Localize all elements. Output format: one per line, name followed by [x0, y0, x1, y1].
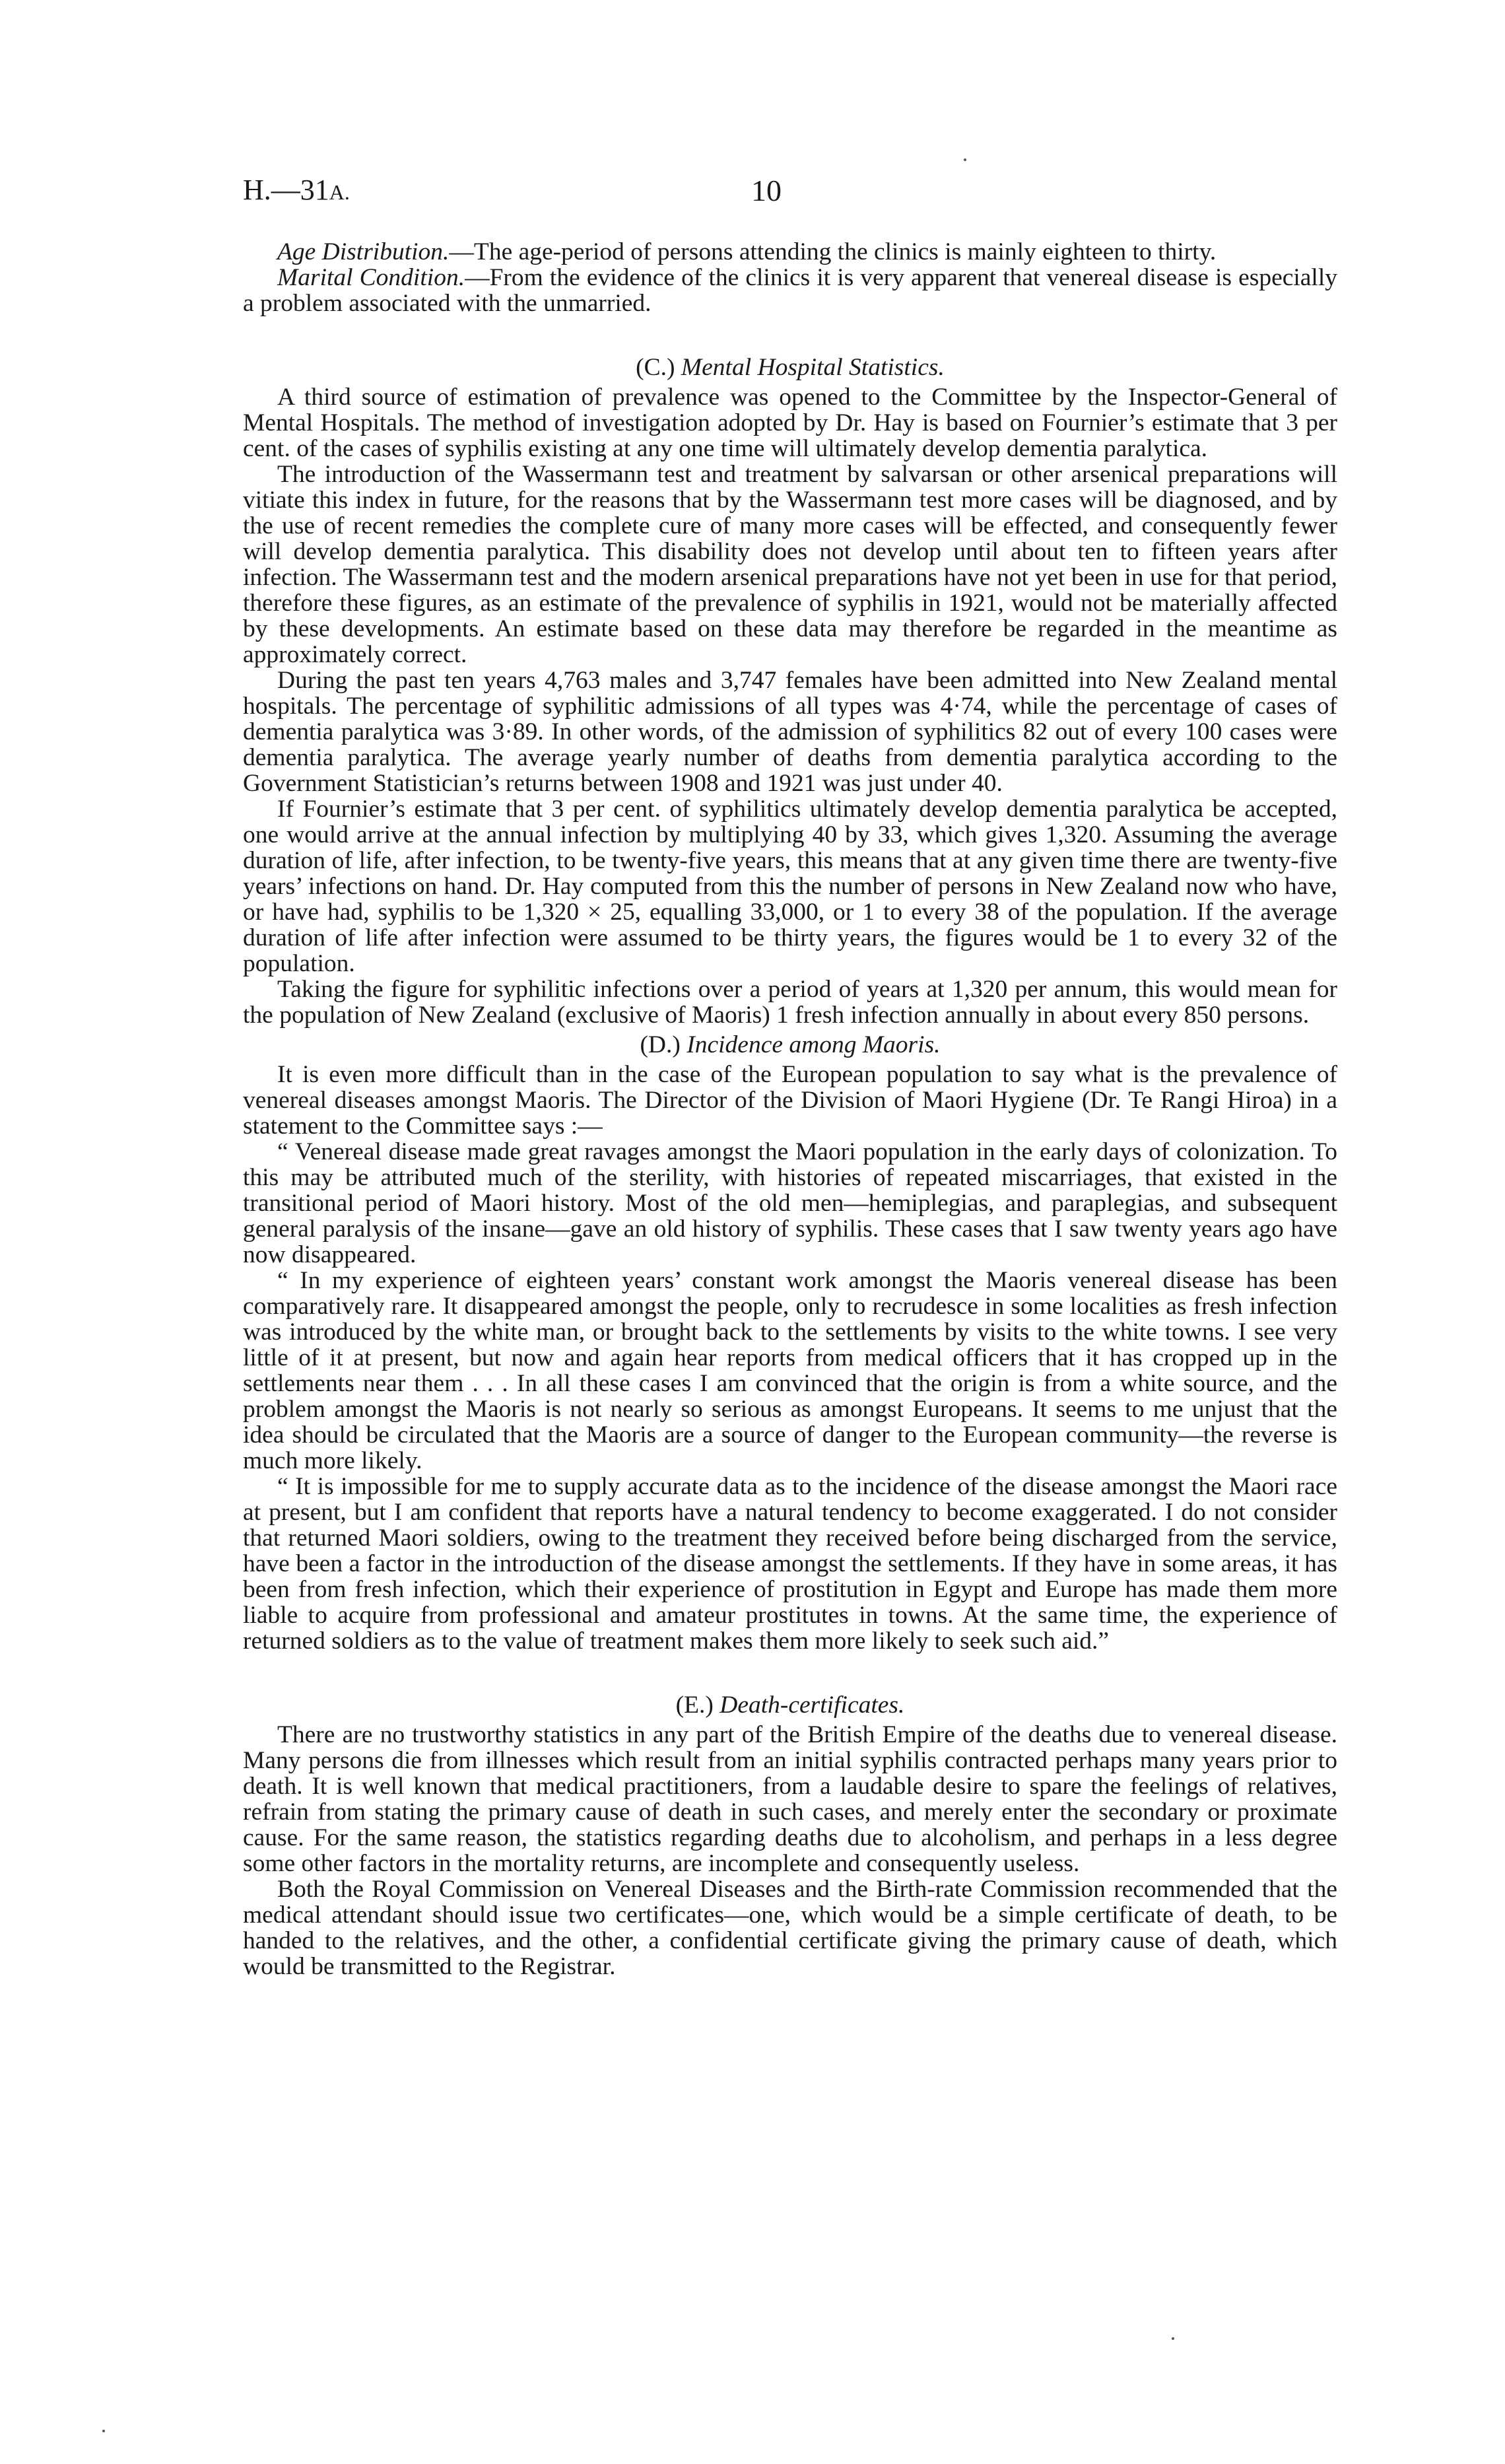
scan-speck	[1172, 2337, 1174, 2340]
section-label: (E.)	[675, 1692, 714, 1719]
reference-code: H.—31	[243, 174, 329, 206]
section-label: (C.)	[636, 354, 675, 381]
quoted-paragraph: “ It is impossible for me to supply accurate data as to the incidence of the disease amongst the Maori race at present, but I am confident that reports have a natural tendency to become exaggerated. I do not consider that returned Maori soldiers, owing to the treatment they received before being discharged from the service, have been a factor in the introduction of the disease amongst the settlements. If they have in some areas, it has been from fresh infection, which their experience of prostitution in Egypt and Europe has made them more liable to acquire from professional and amateur prostitutes in towns. At the same time, the experience of returned soldiers as to the value of treatment makes them more likely to seek such aid.”	[243, 1473, 1337, 1655]
scan-speck	[102, 2430, 105, 2432]
document-reference	[243, 173, 350, 207]
paragraph-text: —The age-period of persons attending the clinics is mainly eighteen to thirty.	[449, 238, 1217, 265]
paragraph: Taking the figure for syphilitic infections over a period of years at 1,320 per annum, this would mean for the population of New Zealand (exclusive of Maoris) 1 fresh infection annually in about every 850 persons.	[243, 976, 1337, 1029]
run-in-heading: Age Distribution.	[277, 238, 450, 265]
paragraph-text: —From the evidence of the clinics it is very apparent that venereal disease is especially a problem associated with the unmarried.	[243, 264, 1338, 317]
paragraph-marital-condition	[243, 265, 1337, 316]
reference-suffix: A.	[329, 180, 350, 204]
paragraph: If Fournier’s estimate that 3 per cent. of syphilitics ultimately develop dementia paralytica be accepted, one would arrive at the annual infection by multiplying 40 by 33, which gives 1,320. Assuming the average duration of life, after infection, to be twenty-five years, this means that at any given time there are twenty-five years’ infections on hand. Dr. Hay computed from this the number of persons in New Zealand now who have, or have had, syphilis to be 1,320 × 25, equalling 33,000, or 1 to every 38 of the population. If the average duration of life after infection were assumed to be thirty years, the figures would be 1 to every 32 of the population.	[243, 796, 1337, 977]
section-heading-d	[243, 1032, 1337, 1058]
paragraph: There are no trustworthy statistics in any part of the British Empire of the deaths due to venereal disease. Many persons die from illnesses which result from an initial syphilis contracted perhaps many years prior to death. It is well known that medical practitioners, from a laudable desire to spare the feelings of relatives, refrain from stating the primary cause of death in such cases, and merely enter the secondary or proximate cause. For the same reason, the statistics regarding deaths due to alcoholism, and perhaps in a less degree some other factors in the mortality returns, are incomplete and consequently useless.	[243, 1721, 1337, 1877]
section-heading-c	[243, 355, 1337, 380]
section-title: Death-certificates.	[719, 1692, 905, 1719]
page-header	[243, 173, 1337, 206]
paragraph-age-distribution	[243, 239, 1337, 265]
section-title: Mental Hospital Statistics.	[681, 354, 945, 381]
paragraph: The introduction of the Wassermann test and treatment by salvarsan or other arsenical preparations will vitiate this index in future, for the reasons that by the Wassermann test more cases will be diagnosed, and by the use of recent remedies the complete cure of many more cases will be effected, and consequently fewer will develop dementia paralytica. This disability does not develop until about ten to fifteen years after infection. The Wassermann test and the modern arsenical preparations have not yet been in use for that period, therefore these figures, as an estimate of the prevalence of syphilis in 1921, would not be materially affected by these developments. An estimate based on these data may therefore be regarded in the meantime as approximately correct.	[243, 461, 1337, 668]
paragraph: A third source of estimation of prevalence was opened to the Committee by the Inspector-General of Mental Hospitals. The method of investigation adopted by Dr. Hay is based on Fournier’s estimate that 3 per cent. of the cases of syphilis existing at any one time will ultimately develop dementia paralytica.	[243, 384, 1337, 462]
quoted-paragraph: “ In my experience of eighteen years’ constant work amongst the Maoris venereal disease has been comparatively rare. It disappeared amongst the people, only to recrudesce in some localities as fresh infection was introduced by the white man, or brought back to the settlements by visits to the white towns. I see very little of it at present, but now and again hear reports from medical officers that it has cropped up in the settlements near them . . . In all these cases I am convinced that the origin is from a white source, and the problem amongst the Maoris is not nearly so serious as amongst Europeans. It seems to me unjust that the idea should be circulated that the Maoris are a source of danger to the European community—the reverse is much more likely.	[243, 1267, 1337, 1474]
quoted-paragraph: “ Venereal disease made great ravages amongst the Maori population in the early days of colonization. To this may be attributed much of the sterility, with histories of repeated miscarriages, that existed in the transitional period of Maori history. Most of the old men—hemiplegias, and paraplegias, and subsequent general paralysis of the insane—gave an old history of syphilis. These cases that I saw twenty years ago have now disappeared.	[243, 1138, 1337, 1268]
paragraph: It is even more difficult than in the case of the European population to say what is the prevalence of venereal diseases amongst Maoris. The Director of the Division of Maori Hygiene (Dr. Te Rangi Hiroa) in a statement to the Committee says :—	[243, 1061, 1337, 1140]
body-text	[243, 239, 1337, 1979]
paragraph: During the past ten years 4,763 males and 3,747 females have been admitted into New Zealand mental hospitals. The percentage of syphilitic admissions of all types was 4·74, while the percentage of cases of dementia paralytica was 3·89. In other words, of the admission of syphilitics 82 out of every 100 cases were dementia paralytica. The average yearly number of deaths from dementia paralytica according to the Government Statistician’s returns between 1908 and 1921 was just under 40.	[243, 667, 1337, 797]
run-in-heading: Marital Condition.	[277, 264, 465, 291]
scan-speck	[964, 158, 966, 161]
section-label: (D.)	[640, 1031, 681, 1058]
paragraph: Both the Royal Commission on Venereal Diseases and the Birth-rate Commission recommended that the medical attendant should issue two certificates—one, which would be a simple certificate of death, to be handed to the relatives, and the other, a confidential certificate giving the primary cause of death, which would be transmitted to the Registrar.	[243, 1876, 1337, 1980]
section-heading-e	[243, 1692, 1337, 1718]
page-number: 10	[751, 174, 782, 207]
section-title: Incidence among Maoris.	[686, 1031, 941, 1058]
